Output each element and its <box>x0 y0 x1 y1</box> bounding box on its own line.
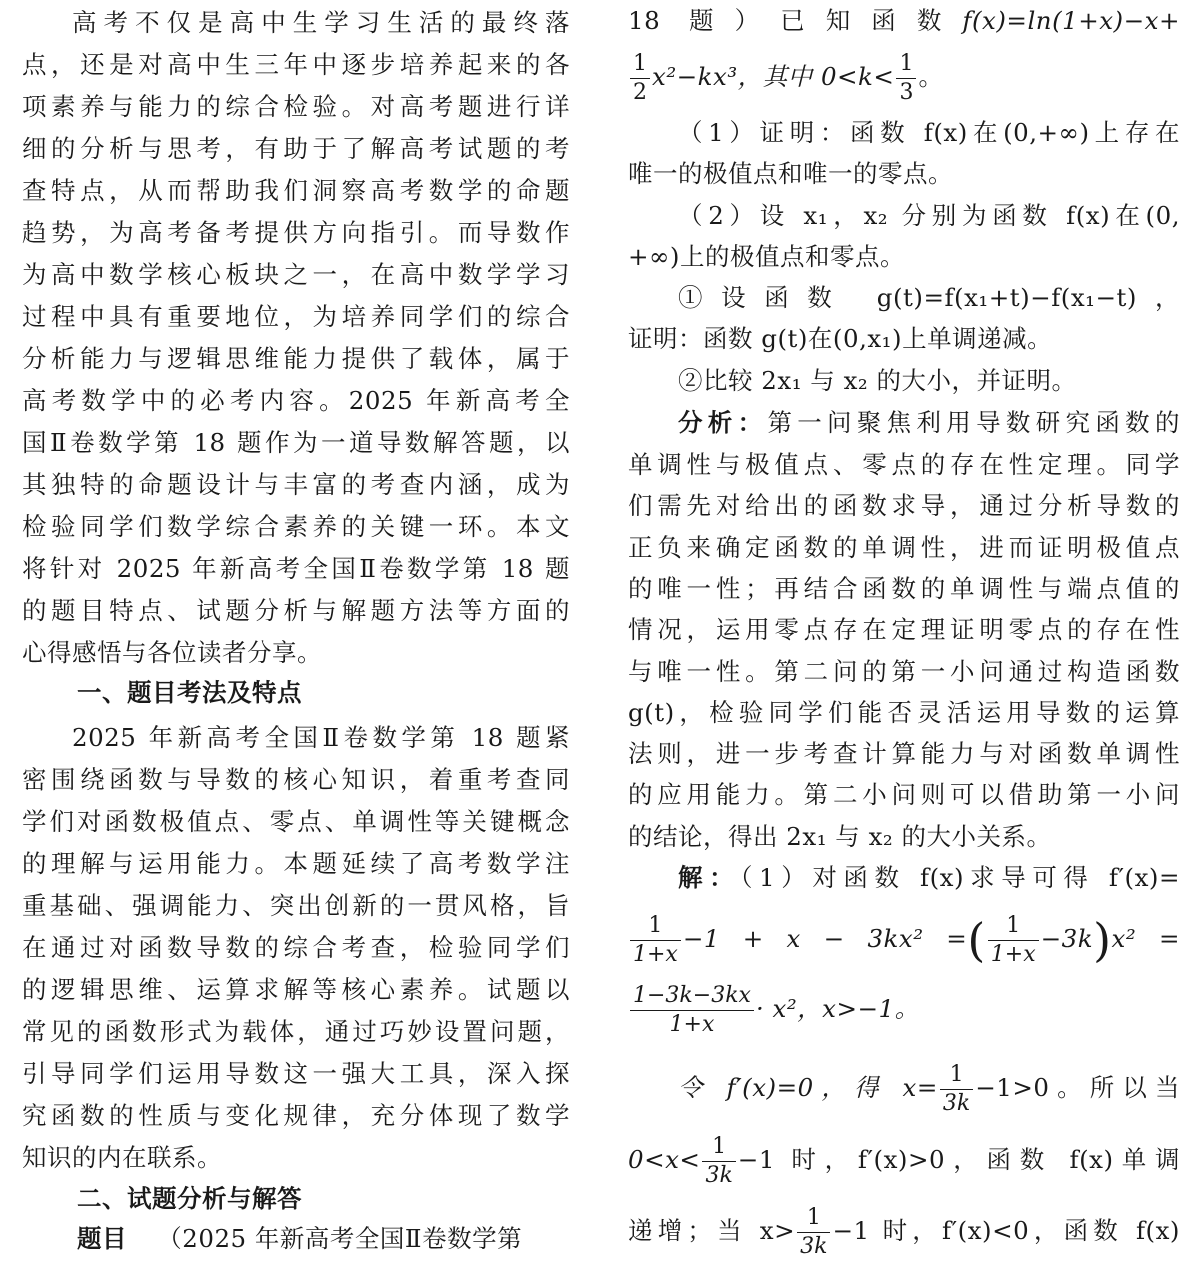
text-line: 2025 年新高考全国Ⅱ卷数学第 18 题紧 <box>72 723 570 752</box>
text-line: 过程中具有重要地位，为培养同学们的综合 <box>22 302 570 331</box>
fraction-numerator: 1 <box>630 50 650 79</box>
fraction-numerator: 1 <box>797 1204 830 1233</box>
text-line: 常见的函数形式为载体，通过巧妙设置问题， <box>22 1017 570 1046</box>
analysis-text: 第一问聚焦利用导数研究函数的 <box>767 408 1180 437</box>
text-line: 查特点，从而帮助我们洞察高考数学的命题 <box>22 176 570 205</box>
derivative-line <box>628 912 1180 969</box>
text-line: 的逻辑思维、运算求解等核心素养。试题以 <box>22 975 570 1004</box>
text-line: 将针对 2025 年新高考全国Ⅱ卷数学第 18 题 <box>22 554 570 583</box>
text-line: 们需先对给出的函数求导，通过分析导数的 <box>628 491 1180 521</box>
text-line: 单调性与极值点、零点的存在性定理。同学 <box>628 450 1180 479</box>
fraction-interval-inc <box>702 1133 735 1190</box>
fraction-denominator: 3 <box>899 80 914 105</box>
section-heading-1: 一、题目考法及特点 <box>77 678 302 707</box>
fraction-numerator: 1 <box>630 912 681 941</box>
text-line: 的应用能力。第二小问则可以借助第一小问 <box>628 780 1180 810</box>
derivative-result-line <box>628 982 1180 1039</box>
text-line: 法则，进一步考查计算能力与对函数单调性 <box>628 739 1180 769</box>
part2-line-1: （2）设 x₁，x₂ 分别为函数 f(x)在(0, <box>678 201 1180 230</box>
fraction-derivative-3 <box>630 982 754 1039</box>
text-line: 国Ⅱ卷数学第 18 题作为一道导数解答题，以 <box>22 428 570 457</box>
decreasing-line <box>628 1204 1180 1261</box>
increasing-text: −1 时，f′(x)>0，函数 f(x)单调 <box>737 1145 1180 1174</box>
fraction-denominator: 1+x <box>669 1012 715 1037</box>
problem-text: 18 题）已知函数 <box>628 6 963 35</box>
fraction-denominator: 1+x <box>990 942 1036 967</box>
text-line: 检验同学们数学综合素养的关键一环。本文 <box>22 512 570 541</box>
text-line: 正负来确定函数的单调性，进而证明极值点 <box>628 532 1180 562</box>
text-line: 的理解与运用能力。本题延续了高考数学注 <box>22 849 570 878</box>
fraction-interval-dec <box>797 1204 830 1261</box>
text-line: 究函数的性质与变化规律，充分体现了数学 <box>22 1101 570 1130</box>
fraction-denominator: 1+x <box>633 942 678 967</box>
fraction-numerator: 1 <box>988 912 1039 941</box>
text-line: 的题目特点、试题分析与解题方法等方面的 <box>22 596 570 625</box>
text-line: 高考不仅是高中生学习生活的最终落 <box>72 8 570 37</box>
text-line: g(t)，检验同学们能否灵活运用导数的运算 <box>628 697 1180 727</box>
fraction-denominator: 3k <box>705 1163 733 1188</box>
text-line: 细的分析与思考，有助于了解高考试题的考 <box>22 134 570 163</box>
text-line: 知识的内在联系。 <box>22 1143 222 1172</box>
derivative-term: −3k <box>1040 924 1094 953</box>
fraction-numerator: 1 <box>702 1133 735 1162</box>
text-line: 重基础、强调能力、突出创新的一贯风格，旨 <box>22 891 570 920</box>
fraction-numerator: 1−3k−3kx <box>630 982 754 1011</box>
fraction-numerator: 1 <box>896 50 916 79</box>
critical-point-tail: −1>0。所以当 <box>975 1073 1180 1102</box>
text-line: 密围绕函数与导数的核心知识，着重考查同 <box>22 765 570 794</box>
increasing-line <box>628 1133 1180 1190</box>
critical-point-text: 令 f′(x)=0，得 x= <box>678 1073 938 1102</box>
function-definition: f(x)=ln(1+x)−x+ <box>962 6 1180 35</box>
derivative-result: · x²，x>−1。 <box>755 994 920 1023</box>
fraction-derivative-2 <box>988 912 1039 969</box>
text-line: 为高中数学核心板块之一，在高中数学学习 <box>22 260 570 289</box>
text-line: 学们对函数极值点、零点、单调性等关键概念 <box>22 807 570 836</box>
text-line: 其独特的命题设计与丰富的考查内涵，成为 <box>22 470 570 499</box>
part2-sub1-line-2: 证明：函数 g(t)在(0,x₁)上单调递减。 <box>628 324 1053 353</box>
solution-text: （1）对函数 f(x)求导可得 f′(x)= <box>740 863 1180 892</box>
text-line: 引导同学们运用导数这一强大工具，深入探 <box>22 1059 570 1088</box>
text-line: 在通过对函数导数的综合考查，检验同学们 <box>22 933 570 962</box>
fraction-derivative-1 <box>630 912 681 969</box>
text-line: 的唯一性；再结合函数的单调性与端点值的 <box>628 573 1180 603</box>
text-line: 分析能力与逻辑思维能力提供了载体，属于 <box>22 344 570 373</box>
decreasing-start: 递增；当 x> <box>628 1216 796 1245</box>
text-line: 项素养与能力的综合检验。对高考题进行详 <box>22 92 570 121</box>
decreasing-text: −1 时，f′(x)<0，函数 f(x) <box>832 1216 1180 1245</box>
fraction-denominator: 3k <box>942 1091 971 1116</box>
fraction-denominator: 2 <box>633 80 647 105</box>
problem-source: （2025 年新高考全国Ⅱ卷数学第 <box>157 1224 523 1253</box>
derivative-terms: −1 + x − 3kx² = <box>682 924 968 953</box>
fraction-critical-point <box>940 1061 973 1118</box>
left-paren: ( <box>967 913 986 967</box>
part2-sub1-line-1: ①设函数 g(t)=f(x₁+t)−f(x₁−t)， <box>678 283 1180 312</box>
part1-line-1: （1）证明：函数 f(x)在(0,+∞)上存在 <box>678 118 1180 147</box>
text-line: 的结论，得出 2x₁ 与 x₂ 的大小关系。 <box>628 821 1052 851</box>
problem-label: 题目 <box>77 1224 127 1253</box>
solution-line-1 <box>628 857 1180 898</box>
punctuation: 。 <box>918 62 944 91</box>
part1-line-2: 唯一的极值点和唯一的零点。 <box>628 159 953 188</box>
derivative-tail: x² = <box>1111 924 1180 953</box>
right-paren: ) <box>1093 913 1112 967</box>
text-line: 点，还是对高中生三年中逐步培养起来的各 <box>22 50 570 79</box>
fraction-denominator: 3k <box>800 1234 828 1259</box>
text-line: 趋势，为高考备考提供方向指引。而导数作 <box>22 218 570 247</box>
text-line: 与唯一性。第二问的第一小问通过构造函数 <box>628 656 1180 686</box>
fraction-one-third <box>896 50 916 107</box>
fraction-one-half <box>630 50 650 107</box>
part2-sub2-line: ②比较 2x₁ 与 x₂ 的大小，并证明。 <box>678 366 1077 395</box>
function-definition-tail: x²−kx³，其中 0<k< <box>652 62 895 91</box>
fraction-numerator: 1 <box>940 1061 973 1090</box>
analysis-line-1 <box>628 402 1180 443</box>
problem-intro-line <box>22 1218 570 1259</box>
problem-line-1 <box>628 0 1180 41</box>
solution-label: 解： <box>678 863 741 892</box>
section-heading-2: 二、试题分析与解答 <box>77 1184 302 1213</box>
interval-start: 0<x< <box>628 1145 701 1174</box>
part2-line-2: +∞)上的极值点和零点。 <box>628 242 905 271</box>
text-line: 心得感悟与各位读者分享。 <box>22 638 322 667</box>
analysis-label: 分析： <box>678 408 768 437</box>
problem-line-2 <box>628 50 1180 107</box>
text-line: 高考数学中的必考内容。2025 年新高考全 <box>22 386 570 415</box>
critical-point-line <box>628 1061 1180 1118</box>
text-line: 情况，运用零点存在定理证明零点的存在性 <box>628 615 1180 645</box>
